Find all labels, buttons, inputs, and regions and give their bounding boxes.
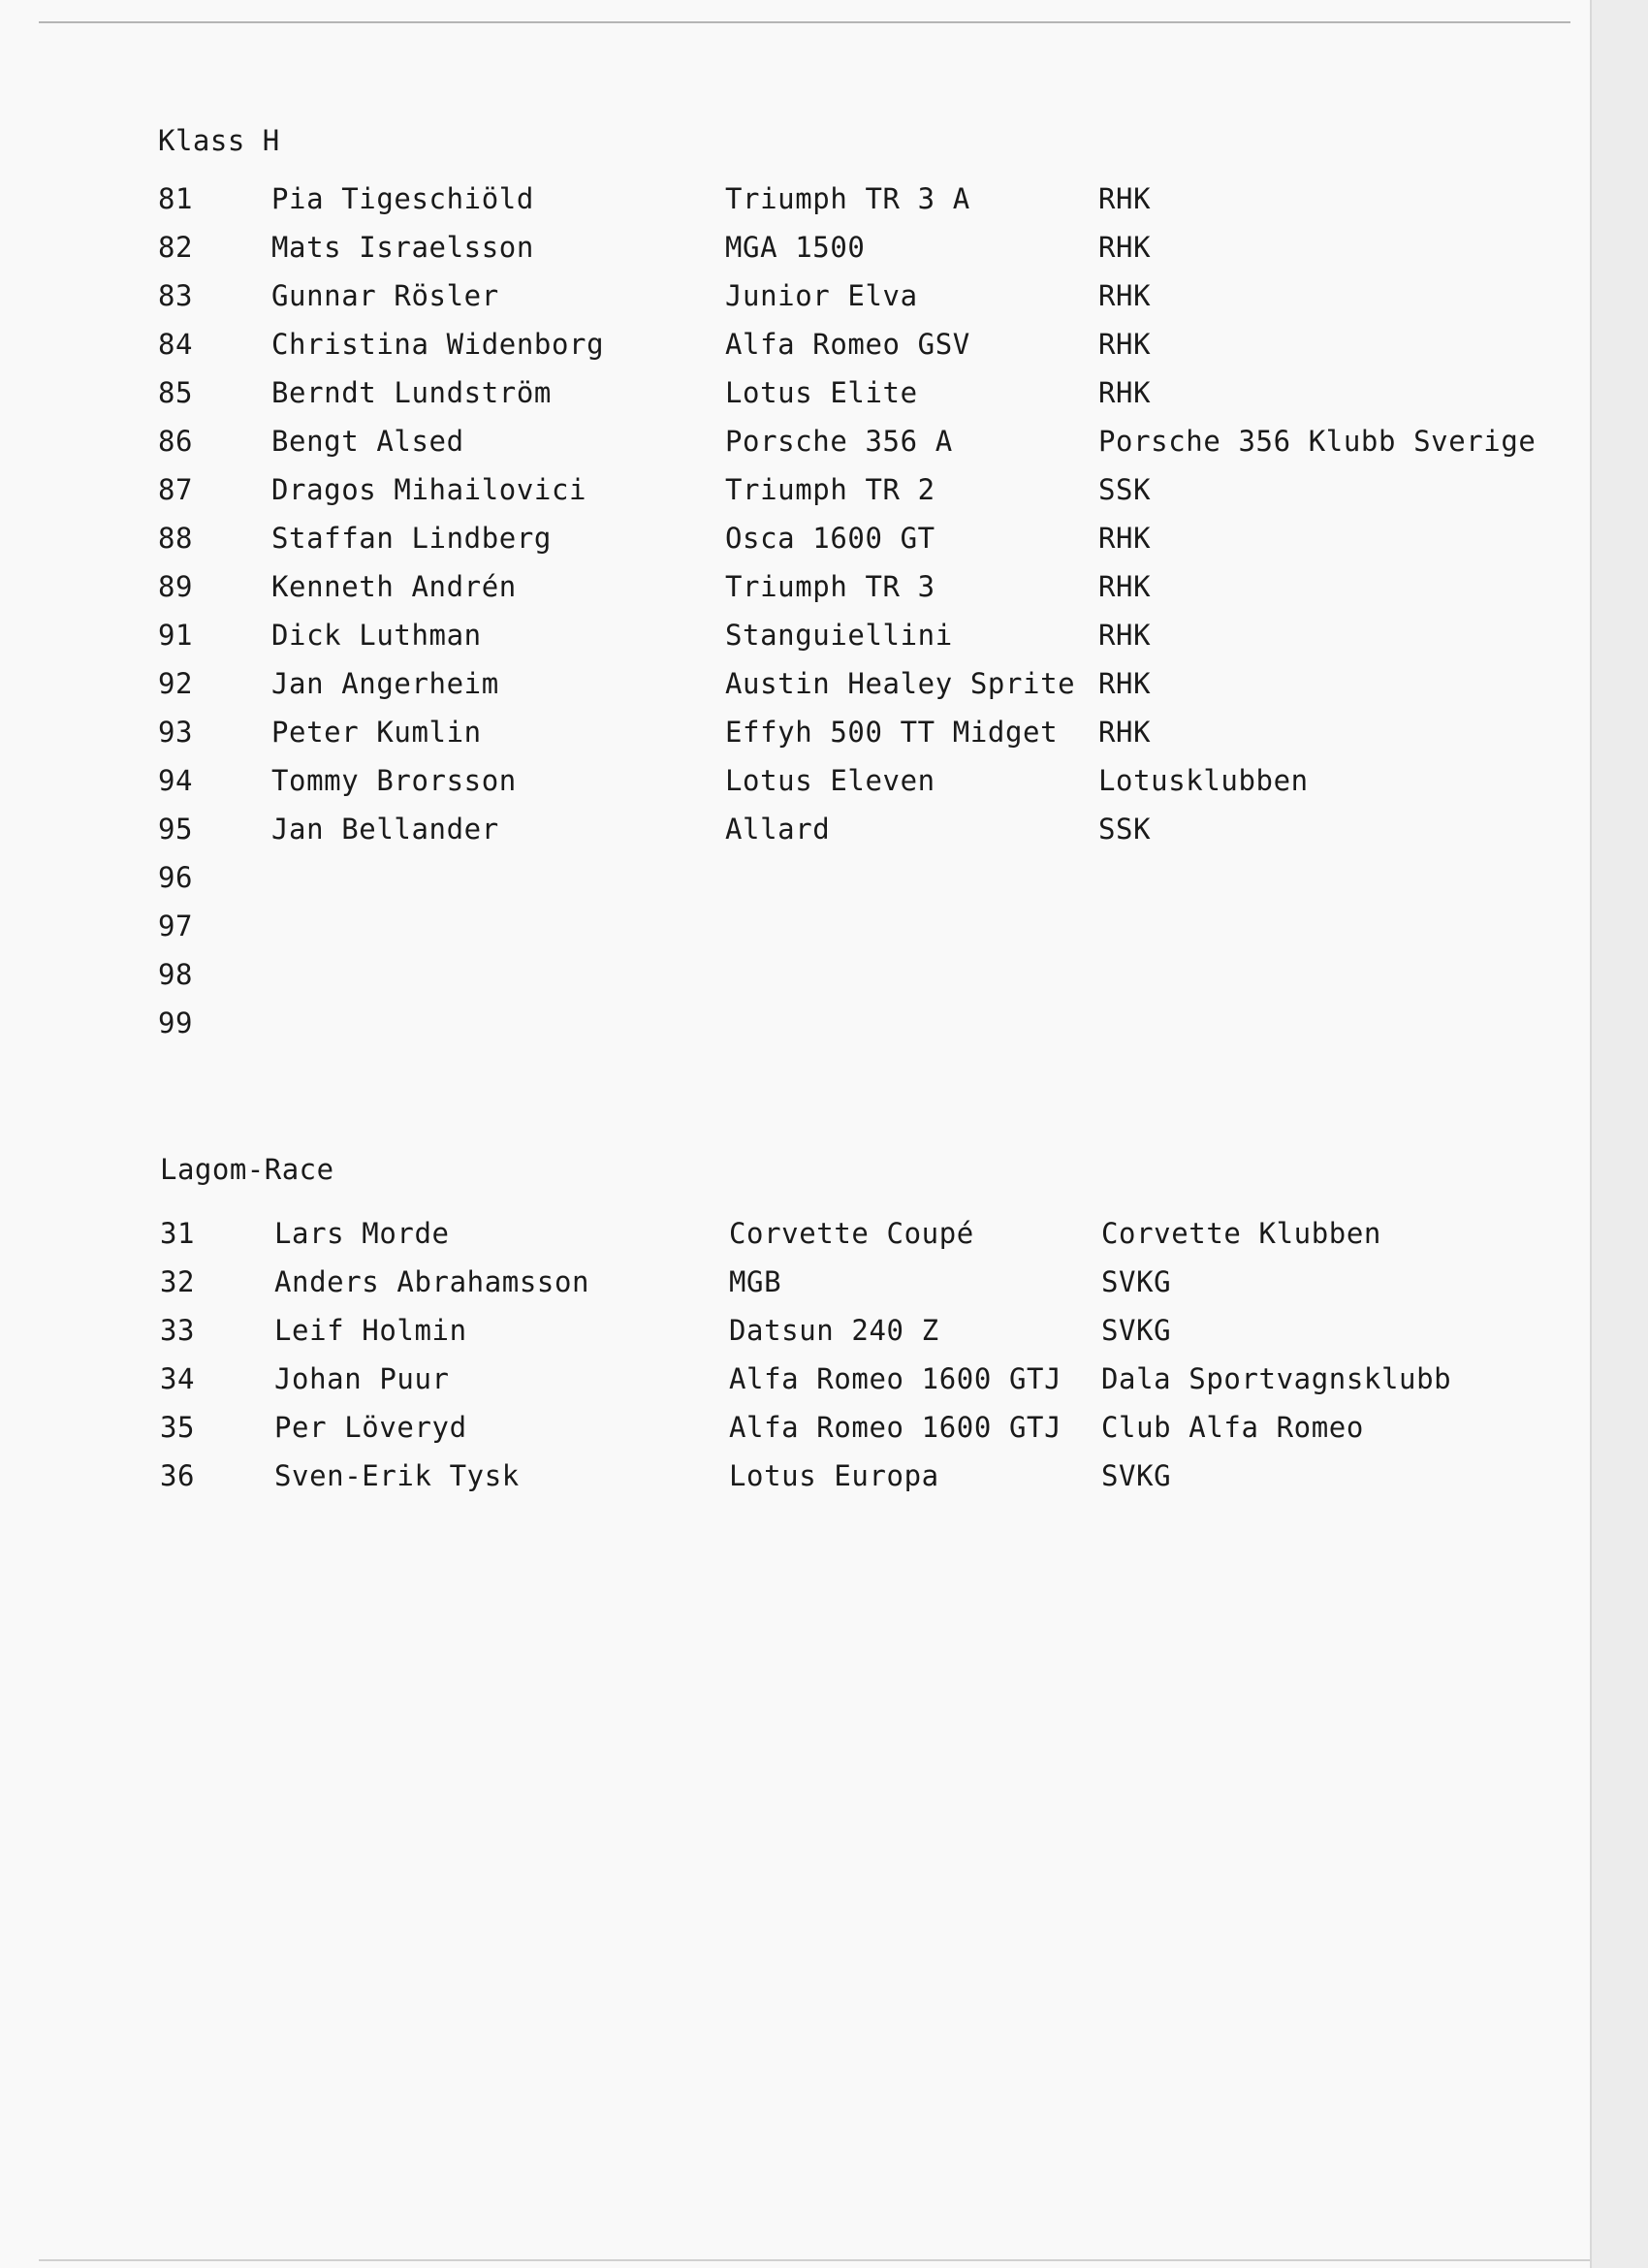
club-name: RHK	[1098, 231, 1152, 264]
driver-name: Sven-Erik Tysk	[274, 1459, 520, 1492]
entry-row	[0, 861, 1590, 904]
car-model: Junior Elva	[725, 279, 918, 312]
driver-name: Johan Puur	[274, 1362, 450, 1395]
driver-name: Jan Bellander	[271, 813, 499, 846]
driver-name: Dick Luthman	[271, 619, 482, 652]
car-model: Allard	[725, 813, 831, 846]
driver-name: Christina Widenborg	[271, 328, 605, 361]
club-name: RHK	[1098, 328, 1152, 361]
club-name: RHK	[1098, 570, 1152, 603]
entry-number: 88	[158, 522, 194, 555]
club-name: Porsche 356 Klubb Sverige	[1098, 425, 1537, 458]
entry-number: 84	[158, 328, 194, 361]
entry-row	[0, 473, 1590, 516]
car-model: Alfa Romeo 1600 GTJ	[729, 1411, 1062, 1444]
entry-number: 94	[158, 764, 194, 797]
entry-number: 85	[158, 376, 194, 409]
entry-row	[0, 764, 1590, 807]
entry-row	[0, 619, 1590, 661]
car-model: Datsun 240 Z	[729, 1314, 939, 1347]
driver-name: Berndt Lundström	[271, 376, 552, 409]
car-model: Triumph TR 3	[725, 570, 935, 603]
entry-row	[0, 328, 1590, 370]
entry-number: 34	[160, 1362, 196, 1395]
entry-number: 89	[158, 570, 194, 603]
entry-row	[0, 279, 1590, 322]
entry-row	[0, 570, 1590, 613]
driver-name: Pia Tigeschiöld	[271, 182, 534, 215]
car-model: Osca 1600 GT	[725, 522, 935, 555]
car-model: Lotus Eleven	[725, 764, 935, 797]
entry-row	[0, 182, 1590, 225]
section-title-lagom-race: Lagom-Race	[160, 1153, 334, 1186]
entry-row	[0, 1362, 1590, 1405]
club-name: RHK	[1098, 716, 1152, 749]
driver-name: Jan Angerheim	[271, 667, 499, 700]
entry-number: 91	[158, 619, 194, 652]
driver-name: Staffan Lindberg	[271, 522, 552, 555]
entry-number: 98	[158, 958, 194, 991]
entry-number: 99	[158, 1006, 194, 1039]
page-bottom-edge	[39, 2259, 1590, 2261]
club-name: Dala Sportvagnsklubb	[1101, 1362, 1452, 1395]
car-model: Austin Healey Sprite	[725, 667, 1076, 700]
club-name: Lotusklubben	[1098, 764, 1309, 797]
club-name: RHK	[1098, 522, 1152, 555]
driver-name: Lars Morde	[274, 1217, 450, 1250]
entry-number: 33	[160, 1314, 196, 1347]
entry-row	[0, 716, 1590, 758]
car-model: Triumph TR 3 A	[725, 182, 970, 215]
driver-name: Dragos Mihailovici	[271, 473, 587, 506]
driver-name: Mats Israelsson	[271, 231, 534, 264]
car-model: Alfa Romeo GSV	[725, 328, 970, 361]
entry-row	[0, 1217, 1590, 1260]
entry-row	[0, 958, 1590, 1001]
driver-name: Anders Abrahamsson	[274, 1265, 590, 1298]
entry-number: 32	[160, 1265, 196, 1298]
club-name: SSK	[1098, 473, 1152, 506]
entry-row	[0, 1006, 1590, 1049]
car-model: Lotus Europa	[729, 1459, 939, 1492]
car-model: Stanguiellini	[725, 619, 953, 652]
club-name: SVKG	[1101, 1265, 1172, 1298]
driver-name: Leif Holmin	[274, 1314, 467, 1347]
driver-name: Bengt Alsed	[271, 425, 464, 458]
driver-name: Gunnar Rösler	[271, 279, 499, 312]
entry-row	[0, 813, 1590, 855]
page-right-edge	[1590, 0, 1648, 2268]
car-model: MGA 1500	[725, 231, 866, 264]
entry-row	[0, 1265, 1590, 1308]
entry-row	[0, 1459, 1590, 1502]
entry-row	[0, 1411, 1590, 1453]
entry-number: 82	[158, 231, 194, 264]
entry-number: 96	[158, 861, 194, 894]
entry-number: 92	[158, 667, 194, 700]
club-name: SVKG	[1101, 1459, 1172, 1492]
entry-row	[0, 425, 1590, 467]
entry-row	[0, 231, 1590, 273]
entry-number: 93	[158, 716, 194, 749]
entry-number: 86	[158, 425, 194, 458]
driver-name: Tommy Brorsson	[271, 764, 517, 797]
club-name: RHK	[1098, 182, 1152, 215]
club-name: Club Alfa Romeo	[1101, 1411, 1364, 1444]
entry-row	[0, 1314, 1590, 1357]
driver-name: Peter Kumlin	[271, 716, 482, 749]
entry-row	[0, 522, 1590, 564]
entry-number: 36	[160, 1459, 196, 1492]
entry-number: 83	[158, 279, 194, 312]
entry-number: 35	[160, 1411, 196, 1444]
entry-row	[0, 910, 1590, 952]
club-name: RHK	[1098, 279, 1152, 312]
car-model: Alfa Romeo 1600 GTJ	[729, 1362, 1062, 1395]
club-name: Corvette Klubben	[1101, 1217, 1381, 1250]
club-name: RHK	[1098, 667, 1152, 700]
entry-number: 95	[158, 813, 194, 846]
entry-number: 31	[160, 1217, 196, 1250]
page-top-edge	[39, 21, 1570, 23]
entry-row	[0, 376, 1590, 419]
club-name: SSK	[1098, 813, 1152, 846]
driver-name: Kenneth Andrén	[271, 570, 517, 603]
car-model: Triumph TR 2	[725, 473, 935, 506]
section-title-klass-h: Klass H	[158, 124, 280, 157]
entry-number: 87	[158, 473, 194, 506]
club-name: SVKG	[1101, 1314, 1172, 1347]
entry-number: 81	[158, 182, 194, 215]
club-name: RHK	[1098, 619, 1152, 652]
entry-number: 97	[158, 910, 194, 942]
driver-name: Per Löveryd	[274, 1411, 467, 1444]
club-name: RHK	[1098, 376, 1152, 409]
car-model: Lotus Elite	[725, 376, 918, 409]
car-model: Porsche 356 A	[725, 425, 953, 458]
entry-row	[0, 667, 1590, 710]
car-model: Effyh 500 TT Midget	[725, 716, 1059, 749]
car-model: MGB	[729, 1265, 782, 1298]
car-model: Corvette Coupé	[729, 1217, 974, 1250]
